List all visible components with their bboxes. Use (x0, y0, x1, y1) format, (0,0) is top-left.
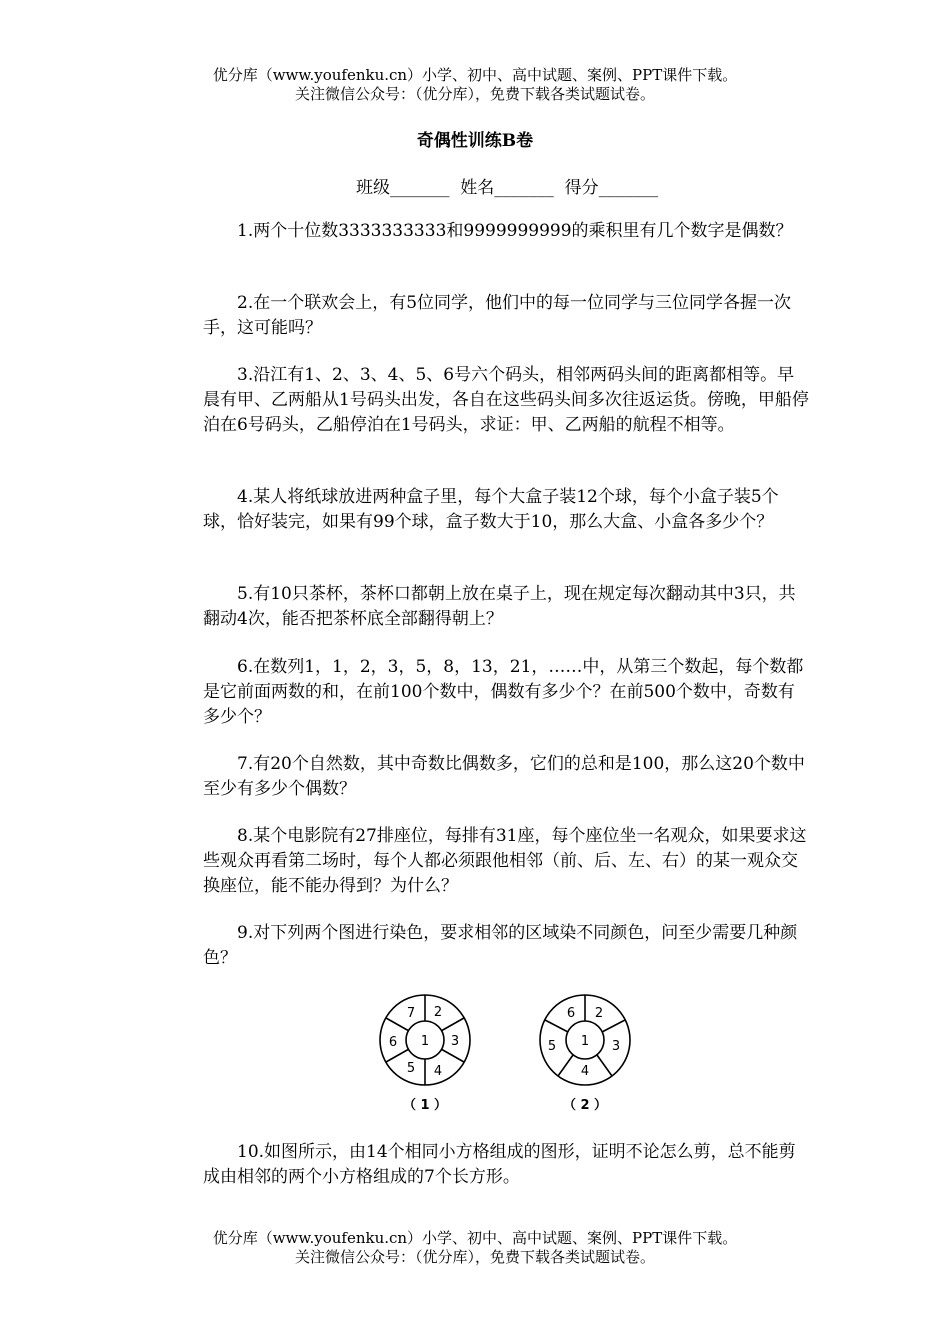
question-2: 2.在一个联欢会上，有5位同学，他们中的每一位同学与三位同学各握一次手，这可能吗？ (203, 293, 792, 338)
coloring-diagrams-figure (372, 994, 652, 1116)
question-5: 5.有10只茶杯，茶杯口都朝上放在桌子上，现在规定每次翻动其中3只，共翻动4次，能否把茶杯底全部翻得朝上？ (203, 584, 796, 629)
diagram-1-label-region: 7 (406, 1006, 416, 1021)
header-line-2: 关注微信公众号：（优分库），免费下载各类试题试卷。 (294, 85, 655, 103)
diagram-1-label-region: 2 (433, 1005, 443, 1020)
question-8: 8.某个电影院有27排座位，每排有31座，每个座位坐一名观众，如果要求这些观众再看第二场时，每个人都必须跟他相邻（前、后、左、右）的某一观众交换座位，能不能办得到？为什么？ (203, 826, 807, 896)
diagram-2-caption: （ 2 ） (562, 1098, 608, 1113)
diagram-2-label-region: 5 (547, 1039, 557, 1054)
diagram-2-divider (558, 1055, 573, 1076)
header-line-1: 优分库（www.youfenku.cn）小学、初中、高中试题、案例、PPT课件下载。 (212, 66, 738, 84)
diagram-2-label-region: 3 (611, 1039, 621, 1054)
footer-line-1: 优分库（www.youfenku.cn）小学、初中、高中试题、案例、PPT课件下载。 (212, 1229, 738, 1247)
page-title: 奇偶性训练B卷 (416, 131, 534, 151)
question-6: 6.在数列1，1，2，3，5，8，13，21，……中，从第三个数起，每个数都是它前面两数的和，在前100个数中，偶数有多少个？在前500个数中，奇数有多少个？ (203, 657, 804, 727)
diagram-1-label-region: 5 (406, 1061, 416, 1076)
diagram-2-divider (597, 1055, 612, 1076)
diagram-1-label-region: 4 (433, 1064, 443, 1079)
diagram-1-divider (441, 1049, 464, 1062)
question-3: 3.沿江有1、2、3、4、5、6号六个码头，相邻两码头间的距离都相等。早晨有甲、乙两船从1号码头出发，各自在这些码头间多次往返运货。傍晚，甲船停泊在6号码头，乙船停泊在1号码头，求证：甲、乙两船的航程不相等。 (203, 365, 809, 435)
question-4: 4.某人将纸球放进两种盒子里，每个大盒子装12个球，每个小盒子装5个球，恰好装完，如果有99个球，盒子数大于10，那么大盒、小盒各多少个？ (203, 487, 779, 532)
diagram-1-label-center: 1 (420, 1034, 430, 1049)
diagram-2-label-region: 6 (566, 1006, 576, 1021)
diagram-1-label-region: 3 (450, 1034, 460, 1049)
diagram-2-label-region: 2 (594, 1006, 604, 1021)
diagram-2-label-center: 1 (580, 1034, 590, 1049)
page-footer (0, 1229, 950, 1267)
diagram-2-divider (545, 1020, 568, 1032)
footer-line-2: 关注微信公众号：（优分库），免费下载各类试题试卷。 (294, 1248, 655, 1266)
question-7: 7.有20个自然数，其中奇数比偶数多，它们的总和是100，那么这20个数中至少有多少个偶数？ (203, 754, 805, 799)
diagram-1-caption: （ 1 ） (402, 1098, 448, 1113)
question-9: 9.对下列两个图进行染色，要求相邻的区域染不同颜色，问至少需要几种颜色？ (203, 923, 798, 968)
question-10: 10.如图所示，由14个相同小方格组成的图形，证明不论怎么剪，总不能剪成由相邻的两个小方格组成的7个长方形。 (203, 1142, 796, 1187)
student-info-line: 班级_______ 姓名_______ 得分_______ (356, 178, 659, 198)
diagram-2-label-region: 4 (580, 1064, 590, 1079)
diagram-1-divider (386, 1049, 409, 1062)
question-1: 1.两个十位数3333333333和9999999999的乘积里有几个数字是偶数？ (237, 221, 793, 241)
diagram-2-divider (602, 1020, 625, 1032)
page-header (0, 66, 950, 104)
diagram-1-label-region: 6 (388, 1035, 398, 1050)
diagram-1-divider (441, 1018, 464, 1031)
diagram-1-divider (386, 1018, 409, 1031)
